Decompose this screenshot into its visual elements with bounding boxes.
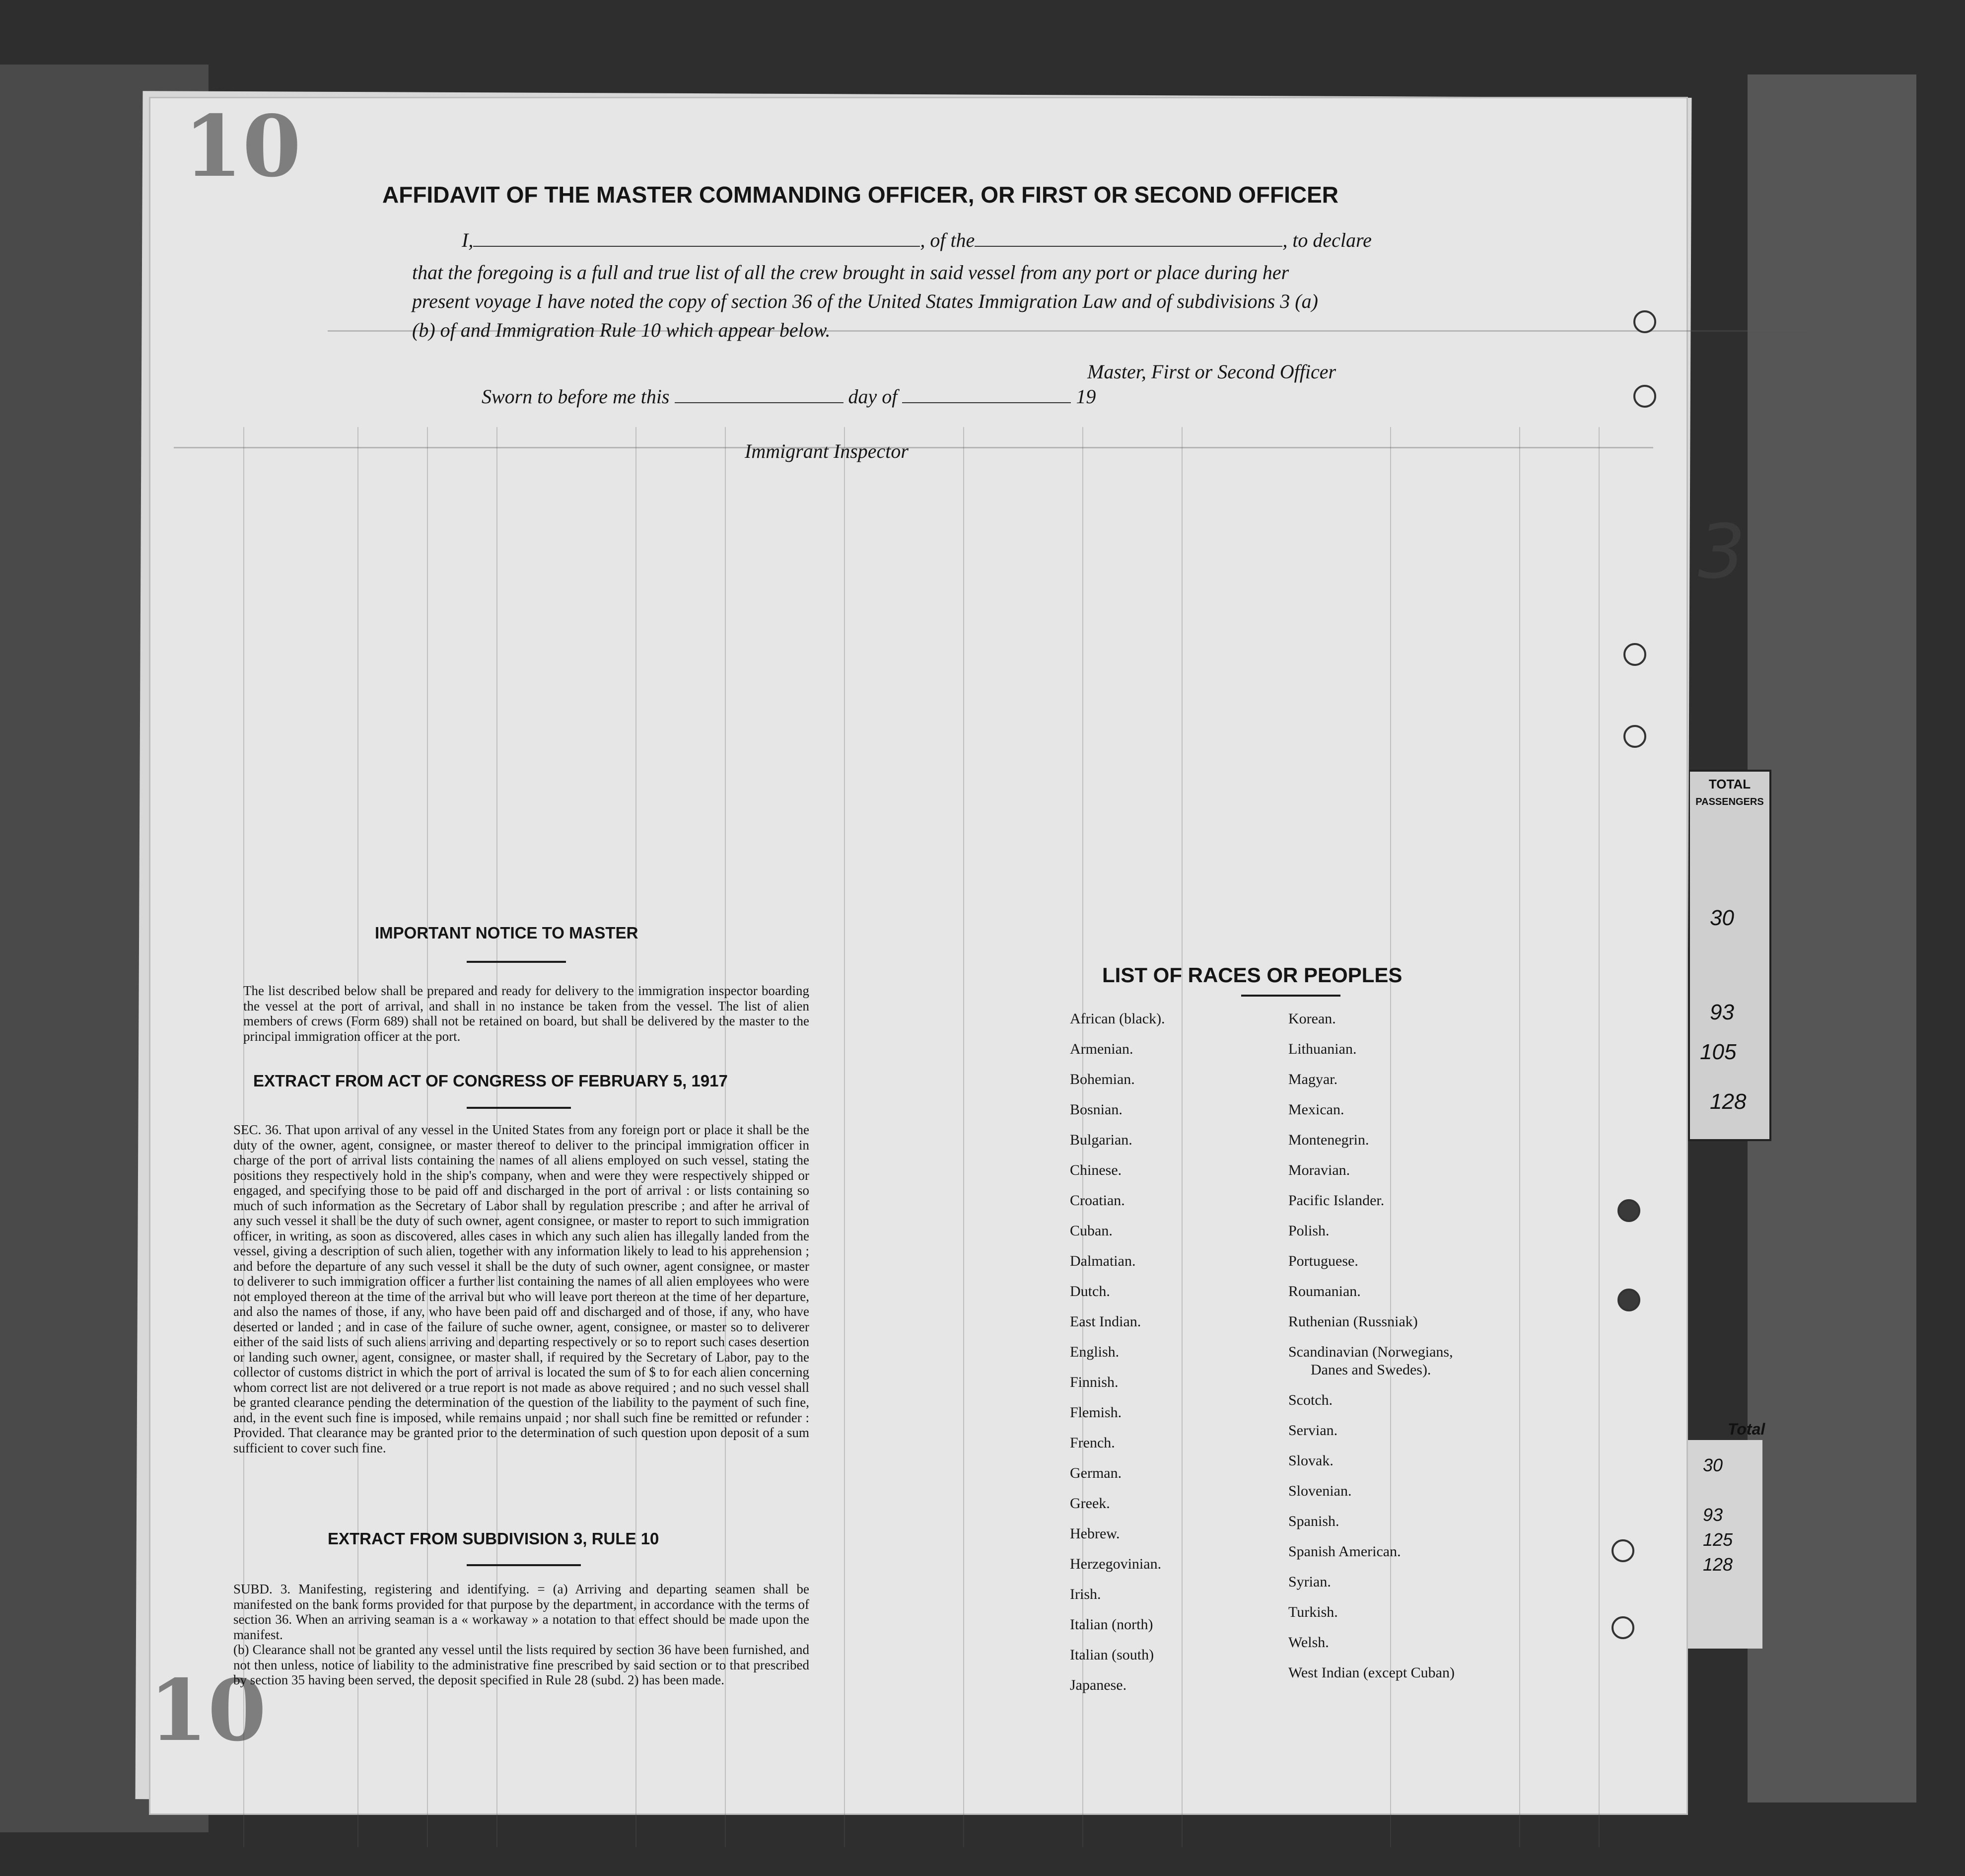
race-item: Slovak. [1288, 1452, 1333, 1469]
race-item: East Indian. [1070, 1313, 1141, 1330]
race-item: Italian (north) [1070, 1616, 1153, 1633]
race-item: Finnish. [1070, 1374, 1119, 1390]
immigrant-inspector-label: Immigrant Inspector [745, 440, 909, 462]
page-number-bottom: 10 [149, 1661, 267, 1760]
extract-rule-title: EXTRACT FROM SUBDIVISION 3, RULE 10 [328, 1529, 659, 1548]
sworn-text: Sworn to before me this [482, 385, 670, 408]
page-number-top: 10 [184, 97, 301, 196]
race-item: West Indian (except Cuban) [1288, 1664, 1455, 1681]
bleed-column [963, 427, 964, 1847]
total-label: Total [1728, 1420, 1765, 1438]
punch-hole [1612, 1616, 1634, 1639]
name-blank [473, 230, 920, 247]
vessel-blank [975, 230, 1282, 247]
punch-hole [1612, 1539, 1634, 1562]
notice-rule [467, 961, 566, 963]
notice-title: IMPORTANT NOTICE TO MASTER [375, 924, 638, 942]
extract-rule-rule [467, 1564, 581, 1566]
stamp-passengers: PASSENGERS [1695, 796, 1764, 807]
master-signature-label: Master, First or Second Officer [1087, 361, 1336, 383]
totals-card-lower [1688, 1420, 1765, 1649]
date-blank [675, 386, 843, 403]
race-item: Scotch. [1288, 1392, 1333, 1408]
race-item: Lithuanian. [1288, 1041, 1357, 1057]
punch-hole [1623, 725, 1646, 748]
bleed-column [1599, 427, 1600, 1847]
race-item: Welsh. [1288, 1634, 1329, 1651]
tally2-3: 125 [1703, 1529, 1733, 1550]
punch-hole [1623, 643, 1646, 666]
bleed-column [844, 427, 845, 1847]
race-item: Irish. [1070, 1586, 1101, 1602]
race-item: Hebrew. [1070, 1525, 1120, 1542]
notice-text: The list described below shall be prepared and ready for delivery to the immigration inspector boarding the vessel at the port of arrival, and shall in no instance be taken from the vessel. The list of alien members of crews (Form 689) shall not be retained on board, but shall be delivered by the master to the principal immigration officer at the port. [243, 983, 809, 1044]
race-item: Herzegovinian. [1070, 1556, 1162, 1572]
margin-mark: 3 [1698, 509, 1746, 595]
race-item: Japanese. [1070, 1677, 1127, 1693]
race-item: Dutch. [1070, 1283, 1110, 1299]
extract-act-rule [467, 1107, 571, 1109]
tally-3: 105 [1700, 1040, 1737, 1064]
race-item: Moravian. [1288, 1162, 1350, 1178]
race-item: Greek. [1070, 1495, 1110, 1512]
race-item: Servian. [1288, 1422, 1338, 1439]
extract-rule-text-a: SUBD. 3. Manifesting, registering and identifying. = (a) Arriving and departing seamen shall be manifested on the bank forms provided for that purpose by the department, in accordance with the terms of section 36. When an arriving seaman is a « workaway » a notation to that effect should be made upon the manifest. [233, 1582, 809, 1642]
race-item: Korean. [1288, 1010, 1336, 1027]
race-item: Flemish. [1070, 1404, 1122, 1421]
tally2-4: 128 [1703, 1554, 1733, 1575]
punch-hole [1617, 1289, 1640, 1311]
race-item: Bosnian. [1070, 1101, 1123, 1118]
race-item: Bohemian. [1070, 1071, 1135, 1087]
race-item: Italian (south) [1070, 1647, 1154, 1663]
race-item: Dalmatian. [1070, 1253, 1136, 1269]
race-item: Portuguese. [1288, 1253, 1358, 1269]
race-item: Mexican. [1288, 1101, 1344, 1118]
race-item: Magyar. [1288, 1071, 1338, 1087]
tally2-2: 93 [1703, 1505, 1723, 1525]
race-item: Scandinavian (Norwegians, [1288, 1344, 1453, 1360]
race-item: African (black). [1070, 1010, 1165, 1027]
punch-hole [1633, 385, 1656, 408]
race-item: Spanish. [1288, 1513, 1339, 1529]
affidavit-line-4: (b) of and Immigration Rule 10 which appear below. [412, 319, 831, 341]
day-of-text: day of [848, 385, 898, 408]
affidavit-line-1 [462, 228, 1372, 252]
race-item: Ruthenian (Russniak) [1288, 1313, 1418, 1330]
race-item-continuation: Danes and Swedes). [1311, 1362, 1431, 1378]
bleed-column [1390, 427, 1391, 1847]
races-title: LIST OF RACES OR PEOPLES [1102, 963, 1403, 987]
affidavit-to-declare: , to declare [1282, 229, 1372, 251]
year-prefix: 19 [1076, 385, 1096, 408]
stamp-total: TOTAL [1708, 777, 1751, 792]
race-item: Roumanian. [1288, 1283, 1361, 1299]
sworn-line [482, 385, 1096, 408]
race-item: French. [1070, 1435, 1115, 1451]
extract-rule-text-b: (b) Clearance shall not be granted any vessel until the lists required by section 36 have been furnished, and not then unless, notice of liability to the administrative fine prescribed by said section or to that prescribed by section 35 having been served, the deposit specified in Rule 28 (subd. 2) has been made. [233, 1642, 809, 1687]
affidavit-title: AFFIDAVIT OF THE MASTER COMMANDING OFFICER, OR FIRST OR SECOND OFFICER [382, 182, 1338, 208]
race-item: English. [1070, 1344, 1120, 1360]
tally2-1: 30 [1703, 1455, 1723, 1475]
race-item: Cuban. [1070, 1223, 1113, 1239]
bleed-column [1182, 427, 1183, 1847]
extract-act-text: SEC. 36. That upon arrival of any vessel in the United States from any foreign port or place it shall be the duty of the owner, agent, consignee, or master thereof to deliver to the principal immigration officer in charge of the port of arrival lists containing the names of all aliens employed on such vessel, stating the positions they respectively hold in the ship's company, when and were they were respectively shipped or engaged, and specifying those to be paid off and discharged in the port of arrival : or lists containing so much of such information as the Secretary of Labor shall by regulation prescribe ; and after he arrival of any such vessel it shall be the duty of such owner, agent consignee, or master to report to such immigration officer, in writing, as soon as discovered, alles cases in which any such alien has illegally landed from the vessel, giving a description of such alien, together with any information likely to lead to his apprehension ; and before the departure of any such vessel it shall be the duty of such owner, agent consignee, or master to deliverer to such immigration officer a further list containing the names of all alien employees who were not employed thereon at the time of the arrival but who will leave port thereon at the time of her departure, and also the names of those, if any, who have been paid off and discharged and of those, if any, who have deserted or landed ; and in case of the failure of suche owner, agent, consignee, or master so to deliverer either of the said lists of such aliens arriving and departing respectively or so to report such cases desertion or landing such owner, agent, consignee, or master shall, if required by the Secretary of Labor, pay to the collector of customs district in which the port of arrival is located the sum of $ to for each alien concerning whom correct list are not delivered or a true report is not made as above required ; and no such vessel shall be granted clearance pending the determination of the question of the liability to the payment of such fine, and, in the event such fine is imposed, while remains unpaid ; nor shall such fine be remitted or refunder : Provided. That clearance may be granted prior to the determination of such question upon deposit of a sum sufficient to cover such fine. [233, 1122, 809, 1455]
race-item: Chinese. [1070, 1162, 1122, 1178]
month-blank [902, 386, 1071, 403]
race-item: Pacific Islander. [1288, 1192, 1385, 1209]
tally-4: 128 [1710, 1089, 1747, 1114]
punch-hole [1633, 310, 1656, 333]
race-item: Spanish American. [1288, 1543, 1401, 1560]
race-item: Polish. [1288, 1223, 1330, 1239]
race-item: Syrian. [1288, 1574, 1331, 1590]
affidavit-line-3: present voyage I have noted the copy of section 36 of the United States Immigration Law and of subdivisions 3 (a) [412, 290, 1318, 312]
affidavit-i: I, [462, 229, 474, 251]
race-item: Slovenian. [1288, 1483, 1352, 1499]
scanner-backdrop-right [1748, 74, 1916, 1803]
bleed-column [1519, 427, 1520, 1847]
punch-hole [1617, 1199, 1640, 1222]
race-item: German. [1070, 1465, 1122, 1481]
affidavit-of-the: , of the [920, 229, 975, 251]
race-item: Croatian. [1070, 1192, 1125, 1209]
race-item: Montenegrin. [1288, 1132, 1369, 1148]
race-item: Armenian. [1070, 1041, 1133, 1057]
race-item: Turkish. [1288, 1604, 1338, 1620]
race-item: Bulgarian. [1070, 1132, 1132, 1148]
totals-card [1688, 770, 1771, 1141]
extract-act-title: EXTRACT FROM ACT OF CONGRESS OF FEBRUARY 5, 1917 [253, 1072, 728, 1090]
tally-2: 93 [1710, 1000, 1734, 1024]
tally-1: 30 [1710, 906, 1734, 930]
affidavit-line-2: that the foregoing is a full and true list of all the crew brought in said vessel from any port or place during her [412, 261, 1289, 284]
races-rule [1241, 995, 1340, 997]
bleed-rule [174, 447, 1653, 448]
